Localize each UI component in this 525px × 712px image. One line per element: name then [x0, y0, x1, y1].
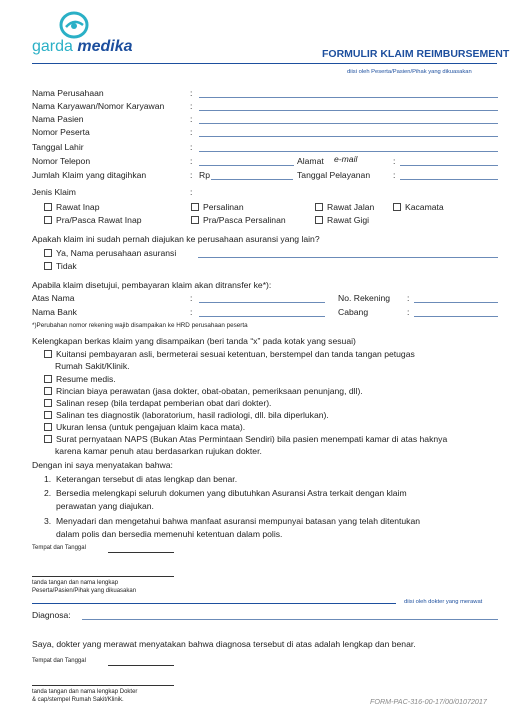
logo-word-garda: garda	[32, 38, 73, 55]
option-label: Persalinan	[203, 202, 244, 212]
checkbox[interactable]	[393, 203, 401, 211]
colon: :	[190, 187, 193, 197]
doc-label: Surat pernyataan NAPS (Bukan Atas Permintaan Sendiri) bila pasien menempati kamar di atas haknya	[56, 434, 448, 444]
option-label: Rawat Gigi	[327, 215, 370, 225]
checkbox[interactable]	[44, 399, 52, 407]
checkbox[interactable]	[44, 216, 52, 224]
option-label: Ya, Nama perusahaan asuransi	[56, 248, 177, 258]
checkbox[interactable]	[44, 411, 52, 419]
dokter-statement: Saya, dokter yang merawat menyatakan bahwa diagnosa tersebut di atas adalah lengkap dan benar.	[32, 639, 416, 649]
doc-item-resume[interactable]	[44, 374, 116, 384]
colon: :	[407, 293, 410, 303]
doc-item-resep[interactable]	[44, 398, 271, 408]
option-tidak[interactable]	[44, 261, 77, 271]
option-label: Pra/Pasca Persalinan	[203, 215, 286, 225]
checkbox[interactable]	[315, 203, 323, 211]
signature-caption: tanda tangan dan nama lengkap Dokter	[32, 689, 138, 695]
signature-line[interactable]	[32, 685, 174, 686]
tempat-tanggal-input[interactable]	[108, 552, 174, 553]
signature-caption: & cap/stempel Rumah Sakit/Klinik.	[32, 697, 124, 703]
dokter-section-label: diisi oleh dokter yang merawat	[404, 599, 483, 605]
checkbox[interactable]	[44, 387, 52, 395]
pernyataan-1: Keterangan tersebut di atas lengkap dan benar.	[56, 474, 238, 484]
cabang-input[interactable]	[414, 316, 498, 317]
no-rekening-input[interactable]	[414, 302, 498, 303]
checkbox[interactable]	[44, 262, 52, 270]
alamat-email-input[interactable]	[400, 165, 498, 166]
pernyataan-number: 3.	[44, 516, 52, 526]
title-rule	[32, 63, 497, 64]
tempat-tanggal-label: Tempat dan Tanggal	[32, 658, 86, 664]
doc-item-kuitansi[interactable]	[44, 349, 415, 359]
logo-word-medika: medika	[77, 38, 133, 55]
form-subtitle: diisi oleh Peserta/Pasien/Pihak yang dikuasakan	[347, 69, 472, 75]
doc-label: Ukuran lensa (untuk pengajuan klaim kaca mata).	[56, 422, 246, 432]
pernyataan-3b: dalam polis dan bersedia memenuhi ketentuan dalam polis.	[56, 529, 283, 539]
doc-label: Rincian biaya perawatan (jasa dokter, obat-obatan, pemeriksaan penunjang, dll).	[56, 386, 363, 396]
dokter-rule	[32, 603, 396, 604]
pernyataan-number: 2.	[44, 488, 52, 498]
checkbox[interactable]	[191, 216, 199, 224]
signature-caption: Peserta/Pasien/Pihak yang dikuasakan	[32, 588, 137, 594]
transfer-intro: Apabila klaim disetujui, pembayaran klaim akan ditransfer ke*):	[32, 280, 272, 290]
checkbox[interactable]	[44, 375, 52, 383]
tanggal-pelayanan-input[interactable]	[400, 179, 498, 180]
form-title: FORMULIR KLAIM REIMBURSEMENT	[322, 48, 510, 60]
jumlah-klaim-input[interactable]	[211, 179, 293, 180]
colon: :	[190, 127, 193, 137]
field-label: Nomor Telepon	[32, 156, 91, 166]
option-pra-pasca-persalinan[interactable]	[191, 215, 286, 225]
colon: :	[190, 101, 193, 111]
doc-item-rincian[interactable]	[44, 386, 363, 396]
tanggal-lahir-input[interactable]	[199, 151, 498, 152]
logo-mark-icon	[58, 10, 90, 40]
atas-nama-label: Atas Nama	[32, 293, 75, 303]
colon: :	[393, 170, 396, 180]
diagnosa-input[interactable]	[82, 619, 498, 620]
checkbox[interactable]	[315, 216, 323, 224]
tanggal-pelayanan-label: Tanggal Pelayanan	[297, 170, 371, 180]
nomor-peserta-input[interactable]	[199, 136, 498, 137]
checkbox[interactable]	[44, 249, 52, 257]
checkbox[interactable]	[44, 435, 52, 443]
checkbox[interactable]	[44, 350, 52, 358]
atas-nama-input[interactable]	[199, 302, 325, 303]
tempat-tanggal-label: Tempat dan Tanggal	[32, 545, 86, 551]
nama-asuransi-input[interactable]	[198, 257, 498, 258]
doc-item-continuation: karena kamar penuh atau berdasarkan rujukan dokter.	[55, 446, 262, 456]
rekening-note: *)Perubahan nomor rekening wajib disampaikan ke HRD perusahaan peserta	[32, 322, 248, 329]
field-label: Nama Pasien	[32, 114, 84, 124]
option-ya[interactable]	[44, 248, 176, 258]
doc-label: Kuitansi pembayaran asli, bermeterai sesuai ketentuan, berstempel dan tanda tangan petugas	[56, 349, 415, 359]
diagnosa-label: Diagnosa:	[32, 610, 71, 620]
option-label: Tidak	[56, 261, 77, 271]
pernyataan-number: 1.	[44, 474, 52, 484]
checkbox[interactable]	[191, 203, 199, 211]
doc-item-diagnostik[interactable]	[44, 410, 329, 420]
colon: :	[190, 307, 193, 317]
nama-karyawan-input[interactable]	[199, 110, 498, 111]
tempat-tanggal-input[interactable]	[108, 665, 174, 666]
doc-label: Salinan tes diagnostik (laboratorium, hasil radiologi, dll. bila diperlukan).	[56, 410, 329, 420]
email-label: e-mail	[334, 154, 358, 164]
pernyataan-intro: Dengan ini saya menyatakan bahwa:	[32, 460, 173, 470]
cabang-label: Cabang	[338, 307, 369, 317]
colon: :	[190, 293, 193, 303]
doc-label: Salinan resep (bila terdapat pemberian obat dari dokter).	[56, 398, 272, 408]
no-rekening-label: No. Rekening	[338, 293, 391, 303]
checkbox[interactable]	[44, 423, 52, 431]
doc-label: Resume medis.	[56, 374, 116, 384]
pernyataan-3a: Menyadari dan mengetahui bahwa manfaat asuransi mempunyai batasan yang telah ditentukan	[56, 516, 421, 526]
nama-bank-label: Nama Bank	[32, 307, 77, 317]
pernyataan-2b: perawatan yang diajukan.	[56, 501, 154, 511]
doc-item-lensa[interactable]	[44, 422, 245, 432]
asuransi-question: Apakah klaim ini sudah pernah diajukan ke perusahaan asuransi yang lain?	[32, 234, 320, 244]
signature-caption: tanda tangan dan nama lengkap	[32, 580, 119, 586]
field-label: Nomor Peserta	[32, 127, 90, 137]
option-label: Rawat Inap	[56, 202, 100, 212]
colon: :	[190, 170, 193, 180]
colon: :	[190, 156, 193, 166]
option-rawat-gigi[interactable]	[315, 215, 369, 225]
alamat-label: Alamat	[297, 156, 324, 166]
pernyataan-2a: Bersedia melengkapi seluruh dokumen yang dibutuhkan Asuransi Astra terkait dengan klaim	[56, 488, 407, 498]
option-label: Pra/Pasca Rawat Inap	[56, 215, 142, 225]
option-rawat-inap[interactable]	[44, 202, 99, 212]
option-label: Kacamata	[405, 202, 444, 212]
doc-item-naps[interactable]	[44, 434, 447, 444]
jenis-klaim-label: Jenis Klaim	[32, 187, 76, 197]
option-pra-pasca-rawat-inap[interactable]	[44, 215, 142, 225]
option-rawat-jalan[interactable]	[315, 202, 374, 212]
colon: :	[407, 307, 410, 317]
nama-bank-input[interactable]	[199, 316, 325, 317]
nama-perusahaan-input[interactable]	[199, 97, 498, 98]
field-label: Tanggal Lahir	[32, 142, 84, 152]
checkbox[interactable]	[44, 203, 52, 211]
option-kacamata[interactable]	[393, 202, 444, 212]
colon: :	[190, 142, 193, 152]
field-label: Nama Perusahaan	[32, 88, 104, 98]
rp-label: Rp	[199, 170, 210, 180]
field-label: Jumlah Klaim yang ditagihkan	[32, 170, 147, 180]
colon: :	[190, 88, 193, 98]
option-persalinan[interactable]	[191, 202, 244, 212]
doc-item-continuation: Rumah Sakit/Klinik.	[55, 361, 130, 371]
colon: :	[190, 114, 193, 124]
option-label: Rawat Jalan	[327, 202, 375, 212]
signature-line[interactable]	[32, 576, 174, 577]
colon: :	[393, 156, 396, 166]
kelengkapan-intro: Kelengkapan berkas klaim yang disampaikan (beri tanda “x” pada kotak yang sesuai)	[32, 336, 356, 346]
form-code: FORM-PAC-316-00-17/00/01072017	[370, 697, 487, 706]
field-label: Nama Karyawan/Nomor Karyawan	[32, 101, 165, 111]
nomor-telepon-input[interactable]	[199, 165, 294, 166]
nama-pasien-input[interactable]	[199, 123, 498, 124]
